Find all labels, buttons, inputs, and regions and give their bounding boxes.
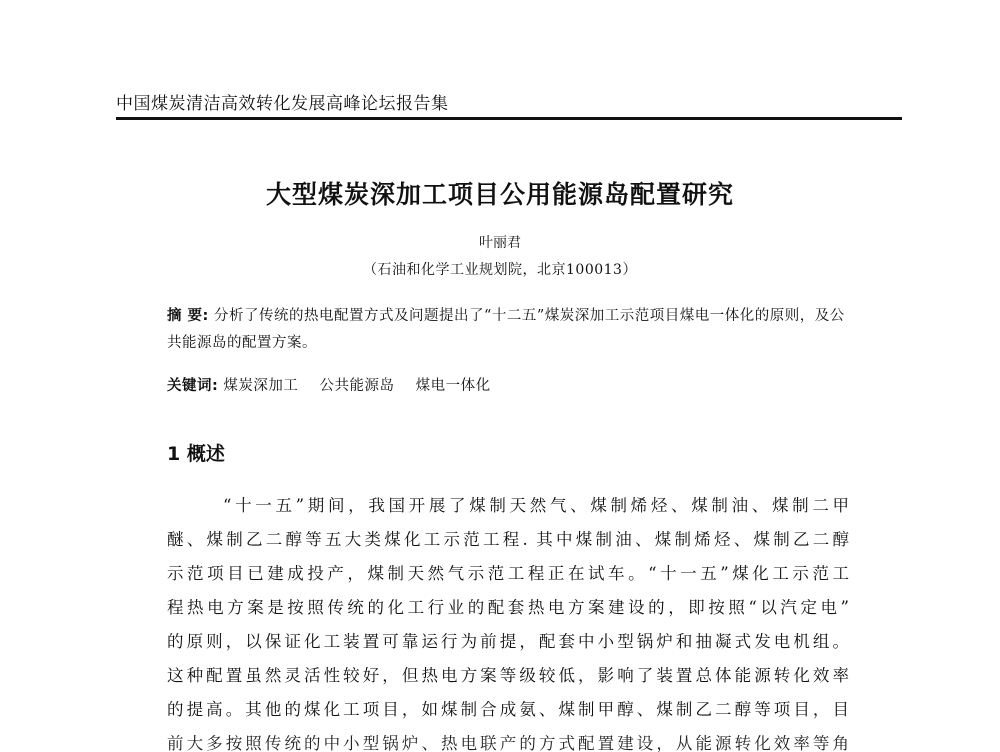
author-name: 叶丽君 bbox=[479, 235, 521, 251]
body-line: 前大多按照传统的中小型锅炉、热电联产的方式配置建设，从能源转化效率等角 bbox=[167, 734, 849, 752]
body-line: 程热电方案是按照传统的化工行业的配套热电方案建设的，即按照“以汽定电” bbox=[167, 598, 849, 617]
abstract-label: 摘 要: bbox=[167, 308, 209, 324]
body-line: 的提高。其他的煤化工项目，如煤制合成氨、煤制甲醇、煤制乙二醇等项目，目 bbox=[167, 700, 849, 719]
keyword-item: 煤炭深加工 bbox=[223, 378, 299, 394]
body-line: 的原则，以保证化工装置可靠运行为前提，配套中小型锅炉和抽凝式发电机组。 bbox=[167, 632, 849, 651]
body-line: 醚、煤制乙二醇等五大类煤化工示范工程. 其中煤制油、煤制烯烃、煤制乙二醇 bbox=[167, 530, 849, 549]
keyword-item: 公共能源岛 bbox=[319, 378, 395, 394]
keywords bbox=[167, 374, 847, 395]
abstract-text: 分析了传统的热电配置方式及问题提出了“十二五”煤炭深加工示范项目煤电一体化的原则，及公共能源岛的配置方案。 bbox=[167, 308, 845, 351]
abstract bbox=[167, 303, 847, 357]
body-line: 示范项目已建成投产，煤制天然气示范工程正在试车。“十一五”煤化工示范工 bbox=[167, 564, 849, 583]
section-body bbox=[167, 489, 849, 752]
section-heading: 1 概述 bbox=[167, 443, 225, 465]
keywords-label: 关键词: bbox=[167, 378, 219, 394]
author-affiliation: （石油和化学工业规划院，北京100013） bbox=[363, 262, 637, 278]
keyword-item: 煤电一体化 bbox=[415, 378, 491, 394]
body-line: 这种配置虽然灵活性较好，但热电方案等级较低，影响了装置总体能源转化效率 bbox=[167, 666, 849, 685]
header-rule bbox=[116, 117, 902, 120]
running-header: 中国煤炭清洁高效转化发展高峰论坛报告集 bbox=[116, 94, 449, 114]
paper-title: 大型煤炭深加工项目公用能源岛配置研究 bbox=[265, 180, 734, 209]
body-line: “十一五”期间，我国开展了煤制天然气、煤制烯烃、煤制油、煤制二甲 bbox=[223, 496, 849, 515]
